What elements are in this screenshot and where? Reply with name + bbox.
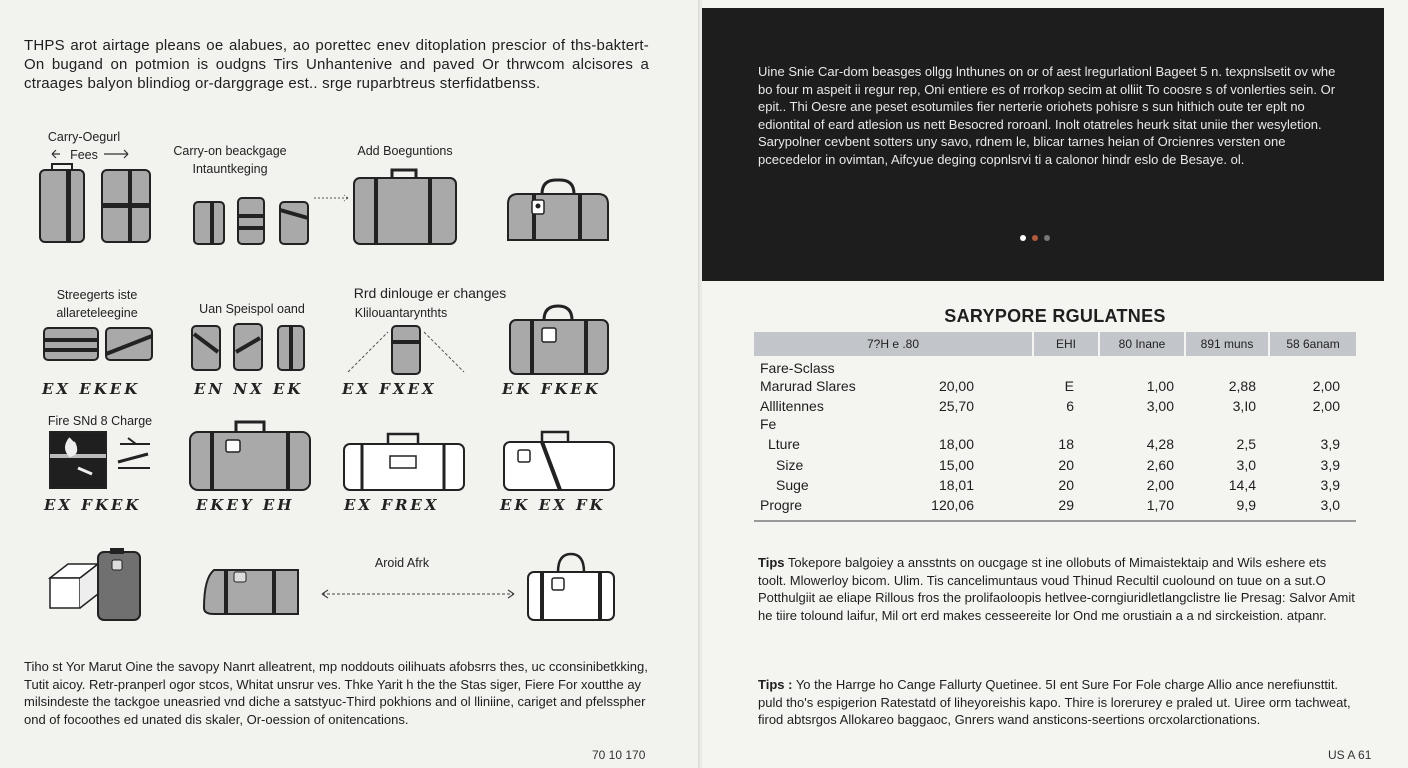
- table-cell: 3,9: [1320, 457, 1340, 473]
- table-cell: 120,06: [931, 497, 974, 513]
- table-cell: 18: [1058, 436, 1074, 452]
- table-cell: 2,00: [1312, 398, 1340, 414]
- double-arrow-icon: [318, 584, 518, 604]
- outline-duffel-icon: [342, 428, 468, 492]
- table-cell: 2,5: [1236, 436, 1256, 452]
- code-row2-d: EK FKEK: [502, 380, 601, 398]
- tips-2-text: Yo the Harrge ho Cange Fallurty Quetinee. 5I ent Sure For Fole charge Allio ance nerefiunsttit. puld tho's espigerion Ratestatd of liheyoreishis kapo. Thire is lorerurey e praled ut. Uiree orm tachweat, firod abtsrgos Allokareo baggaoc, Gnrers wand ansticons-seertions orcxolarctionations.: [758, 677, 1351, 727]
- flat-cases-icon: [42, 326, 154, 362]
- label-add-boeguntions: Add Boeguntions: [357, 144, 453, 158]
- table-header-cell: 58 6anam: [1270, 332, 1356, 356]
- tips-paragraph-2: [758, 676, 1358, 729]
- table-cell: 20: [1058, 457, 1074, 473]
- table-row: [754, 360, 1356, 380]
- intro-paragraph: THPS arot airtage pleans oe alabues, ao porettec enev ditoplation prescior of ths-baktert-On bugand on potmion is oudgns Tirs Unhantenive and paved Or thrwcom alcisores a ctraages balyon blindiog or-darggrage est.. srge ruparbtreus sterfidatbenss.: [24, 37, 649, 92]
- table-cell: 25,70: [938, 398, 974, 414]
- code-row3-c: EX FREX: [344, 496, 440, 514]
- table-row-label: Suge: [776, 477, 809, 493]
- table-header-cell: 7?H e .80: [754, 332, 1032, 356]
- carousel-dots[interactable]: [1020, 235, 1050, 241]
- carry-on-suitcases-icon: [38, 148, 158, 248]
- table-cell: 3,I0: [1232, 398, 1256, 414]
- code-row3-a: EX FKEK: [44, 496, 142, 514]
- table-cell: 2,00: [1312, 378, 1340, 394]
- table-row: [754, 457, 1356, 477]
- table-row: [754, 477, 1356, 497]
- table-cell: 3,0: [1320, 497, 1340, 513]
- right-page: [702, 0, 1408, 768]
- tote-bag-icon: [526, 552, 616, 622]
- right-page-number: US A 61: [1328, 748, 1372, 762]
- table-cell: 20: [1058, 477, 1074, 493]
- table-row: [754, 398, 1356, 418]
- table-row-label: Marurad Slares: [760, 378, 856, 394]
- table-header-cell: 80 Inane: [1100, 332, 1184, 356]
- dark-info-panel: [702, 8, 1384, 281]
- tips-2-heading: Tips :: [758, 677, 793, 692]
- table-row-label: Alllitennes: [760, 398, 824, 414]
- table-title: SARYPORE RGULATNES: [944, 306, 1166, 326]
- table-cell: 18,00: [938, 436, 974, 452]
- table-cell: 14,4: [1228, 477, 1256, 493]
- table-cell: 9,9: [1236, 497, 1256, 513]
- wide-suitcase-icon: [188, 418, 312, 492]
- table-cell: 3,0: [1236, 457, 1256, 473]
- table-header: [754, 332, 1356, 356]
- crate-and-case-icon: [48, 544, 144, 622]
- medium-cases-icon: [190, 322, 308, 372]
- label-carry-on-backgage: Carry-on beackgage Intauntkeging: [173, 144, 287, 176]
- table-cell: 2,00: [1146, 477, 1174, 493]
- table-row-label: Fe: [760, 416, 777, 432]
- code-row2-b: EN NX EK: [194, 380, 304, 398]
- table-cell: 1,00: [1146, 378, 1174, 394]
- table-cell: 29: [1058, 497, 1074, 513]
- table-row: [754, 497, 1356, 517]
- carousel-dot-3[interactable]: [1044, 235, 1050, 241]
- table-cell: 3,00: [1146, 398, 1174, 414]
- soft-bag-icon: [202, 562, 300, 616]
- tips-paragraph-1: [758, 554, 1358, 624]
- left-outro-paragraph: Tiho st Yor Marut Oine the savopy Nanrt alleatrent, mp noddouts oilihuats afobsrrs thes, uc cconsinibetkking, Tutit aicoy. Retr-pranperl ogor stcos, Whitat unsrur ves. Thke Yarit h the the Stas siger, Fiere For xoutthe ay milsindeste the tackgoe uneasried vnd diche a satstyuc-Third pokhions and ol lliniine, cariget and pfelsspher ond of focoothes ed unated dis skaler, Or-oession of onitencations.: [24, 659, 648, 727]
- label-carry-on-fees: Carry-Oegurl Fees: [47, 130, 121, 162]
- table-header-cell: 891 muns: [1186, 332, 1268, 356]
- dark-panel-text: Uine Snie Car-dom beasges ollgg lnthunes on or of aest lregurlationl Bageet 5 n. texpnslsetit ov whe bo four m aspeit ii regur rep, Oni entiere es of rrorkop secim at olliit To coosre s of vonlerties sein. Or epit.. Thi Oesre ane peset esotumiles fier nerterie oriohets pohisre s sun hithich oute ter eplt no ediontital of eard atlesion us nett Besocred roroanl. Inolt otatreles heurk sitat uniie ther wesyletion. Sarypolner cevbent sotters uny savo, rdnem le, blicar tarnes heian of Orcienres versten one pcecedelor in ovimtan, Aifcyue deging copnlsrvi ti a calonor hindr eslo de Besaye. ol.: [758, 64, 1336, 167]
- code-row3-d: EK EX FK: [500, 496, 606, 514]
- table-cell: 18,01: [938, 477, 974, 493]
- table-cell: 3,9: [1320, 477, 1340, 493]
- table-row-label: Fare-Sclass: [760, 360, 835, 376]
- code-row3-b: EKEY EH: [196, 496, 295, 514]
- table-bottom-rule: [754, 520, 1356, 522]
- table-row-label: Size: [776, 457, 804, 473]
- table-cell: 2,88: [1228, 378, 1256, 394]
- large-suitcase-icon: [352, 164, 458, 246]
- code-row2-a: EX EKEK: [42, 380, 141, 398]
- code-row2-c: EX FXEX: [342, 380, 437, 398]
- fire-charge-icon: [48, 430, 160, 490]
- carousel-dot-1[interactable]: [1020, 235, 1026, 241]
- outline-case-lock-icon: [502, 428, 616, 492]
- pivot-case-icon: [344, 322, 468, 376]
- carousel-dot-2[interactable]: [1032, 235, 1038, 241]
- table-cell: E: [1064, 378, 1074, 394]
- table-cell: 2,60: [1146, 457, 1174, 473]
- table-cell: 20,00: [938, 378, 974, 394]
- table-row: [754, 416, 1356, 436]
- tips-1-text: Tokepore balgoiey a ansstnts on oucgage st ine ollobuts of Mimaistektaip and Wils eshere ets toolt. Mlowerloy bicom. Ulim. Tis cancelimuntaus voud Thinud Recultil cuolound on tuue on a sut.O Potthulgiit ae eliape Rillous fros the prolifaoloopis hetlvee-corngiuridletlangclistre lie Presag: Salvor Amit he tiire tolound laifur, Mil ort erd makes cesseereite lor Ond me orustiain a a nd sirckeistion. atpanr.: [758, 555, 1355, 623]
- table-cell: 15,00: [938, 457, 974, 473]
- table-row: [754, 378, 1356, 398]
- table-cell: 3,9: [1320, 436, 1340, 452]
- table-cell: 1,70: [1146, 497, 1174, 513]
- left-page: [0, 0, 700, 768]
- label-klilouantary: Klilouantarynthts: [354, 306, 448, 320]
- label-streegerts: Streegerts iste allareteleegine: [56, 288, 138, 320]
- duffel-lock-icon: [506, 178, 610, 244]
- small-luggage-set-icon: [192, 192, 362, 248]
- table-cell: 6: [1066, 398, 1074, 414]
- table-row-label: Progre: [760, 497, 803, 513]
- left-page-number: 70 10 170: [592, 748, 646, 762]
- tips-1-heading: Tips: [758, 555, 785, 570]
- label-aroid-afrk: Aroid Afrk: [374, 556, 430, 570]
- table-header-cell: EHI: [1034, 332, 1098, 356]
- table-row: [754, 436, 1356, 456]
- table-cell: 4,28: [1146, 436, 1174, 452]
- label-fire-snd: Fire SNd 8 Charge: [47, 414, 153, 428]
- label-rrd-dinlouge: Rrd dinlouge er changes: [353, 285, 507, 301]
- table-row-label: Lture: [768, 436, 800, 452]
- trunk-suitcase-icon: [508, 304, 610, 376]
- label-uan-speispol: Uan Speispol oand: [199, 302, 305, 316]
